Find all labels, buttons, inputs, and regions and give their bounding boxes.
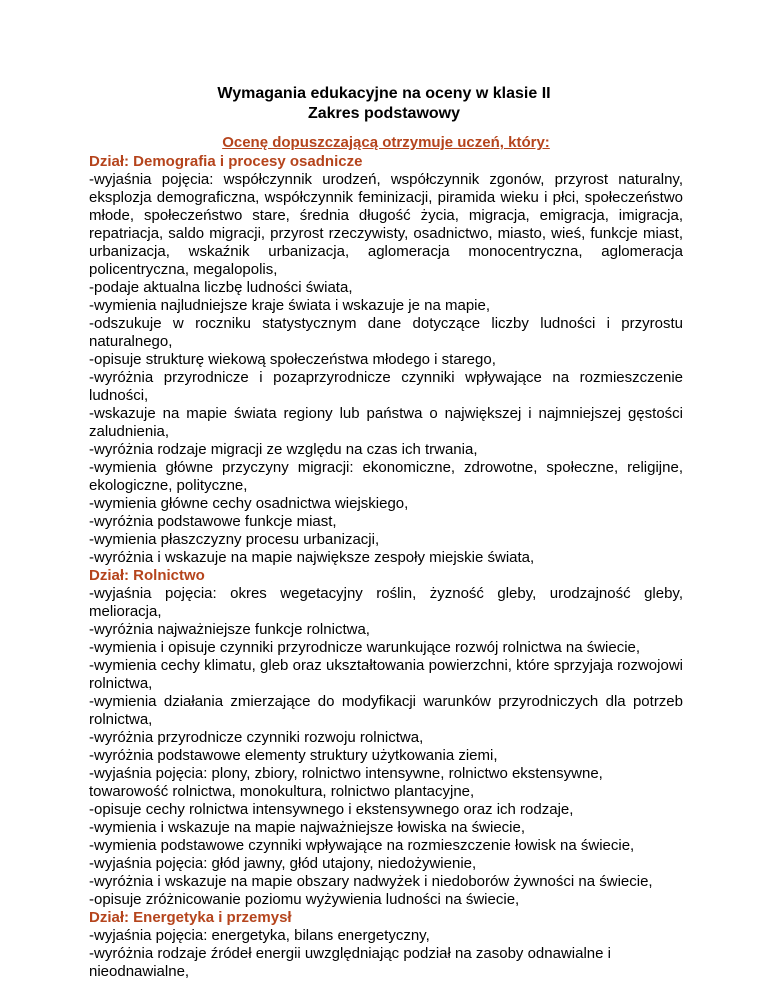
list-item: -wyjaśnia pojęcia: okres wegetacyjny roślin, żyzność gleby, urodzajność gleby, melioracja, xyxy=(89,585,683,620)
list-item: -wyróżnia przyrodnicze i pozaprzyrodnicze czynniki wpływające na rozmieszczenie ludności, xyxy=(89,369,683,404)
sections-container xyxy=(89,153,683,981)
list-item: -wskazuje na mapie świata regiony lub państwa o największej i najmniejszej gęstości zaludnienia, xyxy=(89,405,683,440)
list-item: -wymienia najludniejsze kraje świata i wskazuje je na mapie, xyxy=(89,297,491,314)
list-item: -wymienia podstawowe czynniki wpływające na rozmieszczenie łowisk na świecie, xyxy=(89,837,635,854)
list-item: -wymienia główne cechy osadnictwa wiejskiego, xyxy=(89,495,409,512)
list-item: -wymienia i opisuje czynniki przyrodnicze warunkujące rozwój rolnictwa na świecie, xyxy=(89,639,641,656)
list-item: -wymienia i wskazuje na mapie najważniejsze łowiska na świecie, xyxy=(89,819,526,836)
list-item: -opisuje zróżnicowanie poziomu wyżywienia ludności na świecie, xyxy=(89,891,520,908)
list-item: -opisuje strukturę wiekową społeczeństwa młodego i starego, xyxy=(89,351,496,368)
list-item: -wymienia płaszczyzny procesu urbanizacji, xyxy=(89,531,380,548)
list-item: -wymienia działania zmierzające do modyfikacji warunków przyrodniczych dla potrzeb rolnictwa, xyxy=(89,693,683,728)
list-item: -wyróżnia i wskazuje na mapie największe zespoły miejskie świata, xyxy=(89,549,535,566)
list-item: -wyjaśnia pojęcia: energetyka, bilans energetyczny, xyxy=(89,927,430,944)
list-item: -wyróżnia i wskazuje na mapie obszary nadwyżek i niedoborów żywności na świecie, xyxy=(89,873,653,890)
list-item: -wymienia główne przyczyny migracji: ekonomiczne, zdrowotne, społeczne, religijne, ekologiczne, polityczne, xyxy=(89,459,683,494)
list-item: -wyjaśnia pojęcia: współczynnik urodzeń, współczynnik zgonów, przyrost naturalny, eksplozja demograficzna, współczynnik feminizacji, piramida wieku i płci, społeczeństwo młode, społeczeństwo stare, średnia długość życia, migracja, emigracja, imigracja, repatriacja, saldo migracji, przyrost rzeczywisty, osadnictwo, miasto, wieś, funkcje miast, urbanizacja, wskaźnik urbanizacja, aglomeracja monocentryczna, aglomeracja policentryczna, megalopolis, xyxy=(89,171,683,278)
list-item: -podaje aktualna liczbę ludności świata, xyxy=(89,279,353,296)
list-item: -wymienia cechy klimatu, gleb oraz ukształtowania powierzchni, które sprzyjaja rozwojowi rolnictwa, xyxy=(89,657,683,692)
list-item: -wyjaśnia pojęcia: plony, zbiory, rolnictwo intensywne, rolnictwo ekstensywne, towarowość rolnictwa, monokultura, rolnictwo plantacyjne, xyxy=(89,765,603,800)
list-item: -wyróżnia podstawowe elementy struktury użytkowania ziemi, xyxy=(89,747,498,764)
list-item: -wyróżnia najważniejsze funkcje rolnictwa, xyxy=(89,621,370,638)
section-title: Dział: Demografia i procesy osadnicze xyxy=(89,153,363,170)
list-item: -opisuje cechy rolnictwa intensywnego i ekstensywnego oraz ich rodzaje, xyxy=(89,801,574,818)
document-title: Wymagania edukacyjne na oceny w klasie II xyxy=(217,85,551,102)
list-item: -wyjaśnia pojęcia: głód jawny, głód utajony, niedożywienie, xyxy=(89,855,477,872)
list-item: -odszukuje w roczniku statystycznym dane dotyczące liczby ludności i przyrostu naturalnego, xyxy=(89,315,683,350)
list-item: -wyróżnia rodzaje źródeł energii uwzględniając podział na zasoby odnawialne i nieodnawialne, xyxy=(89,945,611,980)
document-body xyxy=(89,134,683,981)
grade-heading: Ocenę dopuszczającą otrzymuje uczeń, który: xyxy=(222,134,550,151)
section-title: Dział: Energetyka i przemysł xyxy=(89,909,292,926)
section-title: Dział: Rolnictwo xyxy=(89,567,205,584)
list-item: -wyróżnia rodzaje migracji ze względu na czas ich trwania, xyxy=(89,441,478,458)
document-subtitle: Zakres podstawowy xyxy=(307,105,461,122)
list-item: -wyróżnia przyrodnicze czynniki rozwoju rolnictwa, xyxy=(89,729,424,746)
list-item: -wyróżnia podstawowe funkcje miast, xyxy=(89,513,337,530)
